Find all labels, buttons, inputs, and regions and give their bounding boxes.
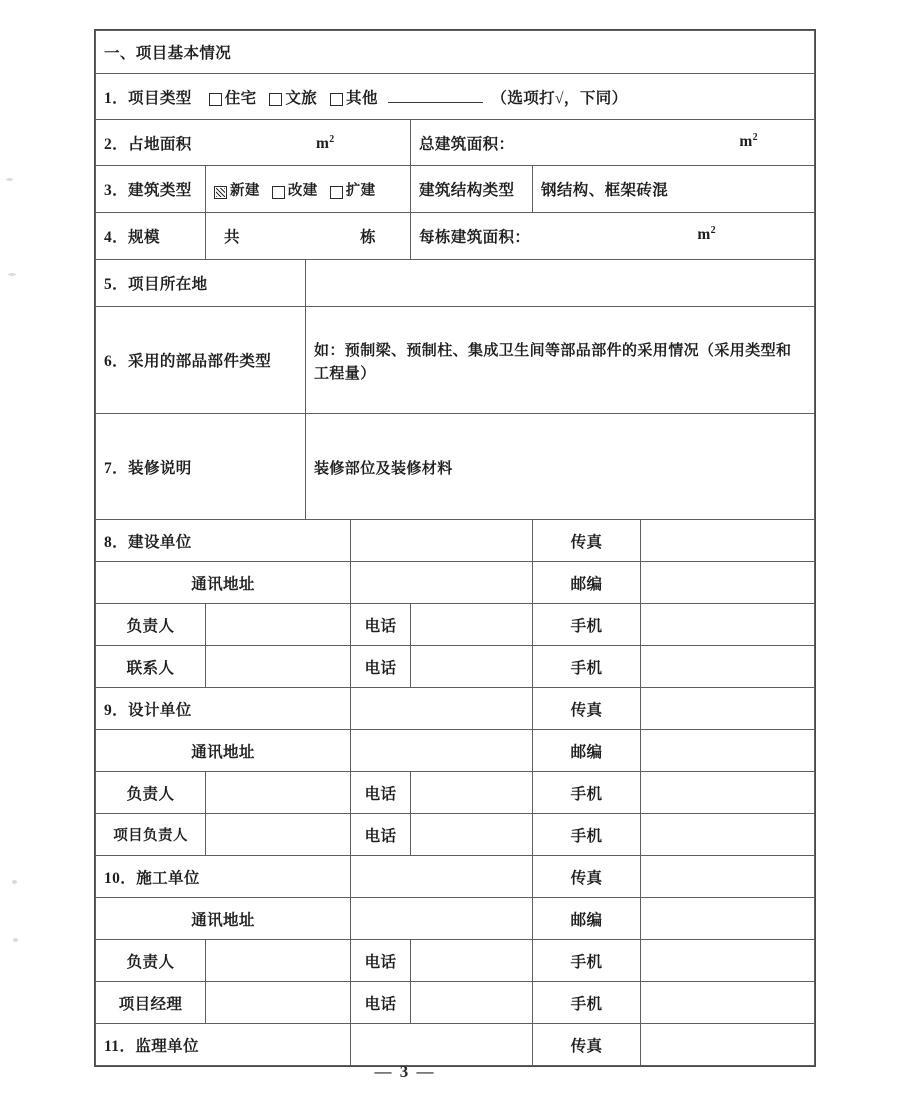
fax-label-cell: 传真 — [533, 1024, 641, 1066]
land-area-label: 2．占地面积 — [104, 135, 192, 153]
total-building-area-cell — [411, 120, 815, 166]
mobile-label-cell: 手机 — [533, 940, 641, 982]
table-row — [96, 688, 815, 730]
phone-value-cell[interactable] — [411, 772, 533, 814]
person-name-value-cell[interactable] — [206, 940, 351, 982]
table-row — [96, 74, 815, 120]
project-type-cell — [96, 74, 815, 120]
table-row — [96, 307, 815, 414]
person-label-cell: 负责人 — [96, 772, 206, 814]
table-row — [96, 772, 815, 814]
structure-type-label-cell: 建筑结构类型 — [411, 166, 533, 213]
project-manager-phone-value-cell[interactable] — [411, 982, 533, 1024]
building-type-options-cell — [206, 166, 411, 213]
project-manager-mobile-value-cell[interactable] — [641, 982, 815, 1024]
project-location-label-cell: 5．项目所在地 — [96, 260, 306, 307]
project-manager-name-value-cell[interactable] — [206, 982, 351, 1024]
table-row — [96, 520, 815, 562]
structure-type-value-cell[interactable]: 钢结构、框架砖混 — [533, 166, 815, 213]
decoration-value-cell[interactable] — [306, 414, 815, 520]
postcode-label-cell: 邮编 — [533, 730, 641, 772]
postcode-label-cell: 邮编 — [533, 562, 641, 604]
unit-title-cell: 10．施工单位 — [96, 856, 351, 898]
fax-value-cell[interactable] — [641, 856, 815, 898]
table-row — [96, 604, 815, 646]
per-building-area-label: 每栋建筑面积： — [419, 229, 531, 246]
postcode-value-cell[interactable] — [641, 898, 815, 940]
fax-value-cell[interactable] — [641, 520, 815, 562]
postcode-label-cell: 邮编 — [533, 898, 641, 940]
table-row — [96, 898, 815, 940]
table-row — [96, 1024, 815, 1066]
checkbox-other-icon[interactable] — [330, 93, 343, 106]
mobile-label-cell: 手机 — [533, 604, 641, 646]
phone-label-cell: 电话 — [351, 772, 411, 814]
person-label-cell: 负责人 — [96, 940, 206, 982]
option-new-build-label: 新建 — [230, 182, 260, 199]
table-row — [96, 730, 815, 772]
land-area-unit: $m^2$ — [315, 134, 335, 153]
mobile-value-cell[interactable] — [641, 940, 815, 982]
option-culture-tourism-label: 文旅 — [285, 89, 318, 107]
project-manager-phone-label-cell: 电话 — [351, 982, 411, 1024]
contact-phone-value-cell[interactable] — [411, 646, 533, 688]
component-type-value-cell[interactable] — [306, 307, 815, 414]
land-area-cell — [96, 120, 411, 166]
address-value-cell[interactable] — [351, 898, 533, 940]
checkbox-expand-icon[interactable] — [330, 186, 343, 199]
scan-speck — [12, 880, 17, 884]
table-row — [96, 260, 815, 307]
fax-value-cell[interactable] — [641, 688, 815, 730]
address-label-cell: 通讯地址 — [96, 730, 351, 772]
project-manager-label-cell: 项目经理 — [96, 982, 206, 1024]
table-row — [96, 562, 815, 604]
table-row — [96, 120, 815, 166]
unit-title-cell: 8．建设单位 — [96, 520, 351, 562]
person-name-value-cell[interactable] — [206, 772, 351, 814]
checkbox-new-build-icon[interactable] — [214, 186, 227, 199]
option-expand-label: 扩建 — [345, 182, 376, 199]
contact-name-value-cell[interactable] — [206, 646, 351, 688]
address-value-cell[interactable] — [351, 562, 533, 604]
phone-value-cell[interactable] — [411, 940, 533, 982]
scale-label-cell: 4．规模 — [96, 213, 206, 260]
other-type-input[interactable] — [388, 90, 483, 103]
table-row — [96, 646, 815, 688]
scale-count-unit: 栋 — [360, 229, 376, 246]
phone-value-cell[interactable] — [411, 604, 533, 646]
scan-speck — [13, 938, 18, 942]
page-number: — 3 — — [374, 1062, 436, 1081]
table-row — [96, 982, 815, 1024]
decoration-label-cell: 7．装修说明 — [96, 414, 306, 520]
project-leader-label-cell: 项目负责人 — [96, 814, 206, 856]
scale-count-prefix: 共 — [224, 229, 240, 246]
mobile-label-cell: 手机 — [533, 772, 641, 814]
section-header-cell: 一、项目基本情况 — [96, 31, 815, 74]
scale-count-cell[interactable] — [206, 213, 411, 260]
fax-label-cell: 传真 — [533, 856, 641, 898]
decoration-hint: 装修部位及装修材料 — [314, 460, 453, 477]
checkbox-culture-tourism-icon[interactable] — [269, 93, 282, 106]
address-value-cell[interactable] — [351, 730, 533, 772]
option-rebuild-label: 改建 — [287, 182, 318, 199]
table-row — [96, 814, 815, 856]
total-building-area-unit: $m^2$ — [739, 131, 759, 150]
project-leader-name-value-cell[interactable] — [206, 814, 351, 856]
fax-label-cell: 传真 — [533, 520, 641, 562]
postcode-value-cell[interactable] — [641, 730, 815, 772]
unit-title-cell: 11．监理单位 — [96, 1024, 351, 1066]
unit-name-value-cell[interactable] — [351, 520, 533, 562]
project-leader-mobile-value-cell[interactable] — [641, 814, 815, 856]
table-row — [96, 213, 815, 260]
unit-name-value-cell[interactable] — [351, 856, 533, 898]
project-leader-phone-label-cell: 电话 — [351, 814, 411, 856]
table-row — [96, 940, 815, 982]
contact-mobile-value-cell[interactable] — [641, 646, 815, 688]
contact-phone-label-cell: 电话 — [351, 646, 411, 688]
project-type-label: 1．项目类型 — [104, 89, 192, 107]
option-residential-label: 住宅 — [224, 89, 257, 107]
project-manager-mobile-label-cell: 手机 — [533, 982, 641, 1024]
table-row — [96, 856, 815, 898]
table-row — [96, 166, 815, 213]
checkbox-rebuild-icon[interactable] — [272, 186, 285, 199]
total-building-area-label: 总建筑面积： — [419, 135, 515, 153]
table-row — [96, 414, 815, 520]
fax-label-cell: 传真 — [533, 688, 641, 730]
address-label-cell: 通讯地址 — [96, 898, 351, 940]
building-type-label-cell: 3．建筑类型 — [96, 166, 206, 213]
component-type-label-cell: 6．采用的部品部件类型 — [96, 307, 306, 414]
unit-name-value-cell[interactable] — [351, 1024, 533, 1066]
fax-value-cell[interactable] — [641, 1024, 815, 1066]
project-location-value-cell[interactable] — [306, 260, 815, 307]
scan-speck — [6, 178, 13, 181]
postcode-value-cell[interactable] — [641, 562, 815, 604]
per-building-area-unit: $m^2$ — [697, 225, 717, 244]
per-building-area-cell — [411, 213, 815, 260]
project-basic-info-table — [95, 30, 815, 1066]
phone-label-cell: 电话 — [351, 940, 411, 982]
phone-label-cell: 电话 — [351, 604, 411, 646]
address-label-cell: 通讯地址 — [96, 562, 351, 604]
unit-name-value-cell[interactable] — [351, 688, 533, 730]
person-name-value-cell[interactable] — [206, 604, 351, 646]
mobile-value-cell[interactable] — [641, 604, 815, 646]
contact-mobile-label-cell: 手机 — [533, 646, 641, 688]
scan-speck — [8, 273, 16, 276]
option-other-label: 其他 — [346, 89, 378, 107]
table-row — [96, 31, 815, 74]
contact-label-cell: 联系人 — [96, 646, 206, 688]
project-leader-mobile-label-cell: 手机 — [533, 814, 641, 856]
unit-title-cell: 9．设计单位 — [96, 688, 351, 730]
mobile-value-cell[interactable] — [641, 772, 815, 814]
person-label-cell: 负责人 — [96, 604, 206, 646]
project-leader-phone-value-cell[interactable] — [411, 814, 533, 856]
project-type-note: （选项打√，下同） — [491, 89, 628, 107]
checkbox-residential-icon[interactable] — [209, 93, 222, 106]
component-type-hint: 如：预制梁、预制柱、集成卫生间等部品部件的采用情况（采用类型和工程量） — [314, 342, 792, 382]
